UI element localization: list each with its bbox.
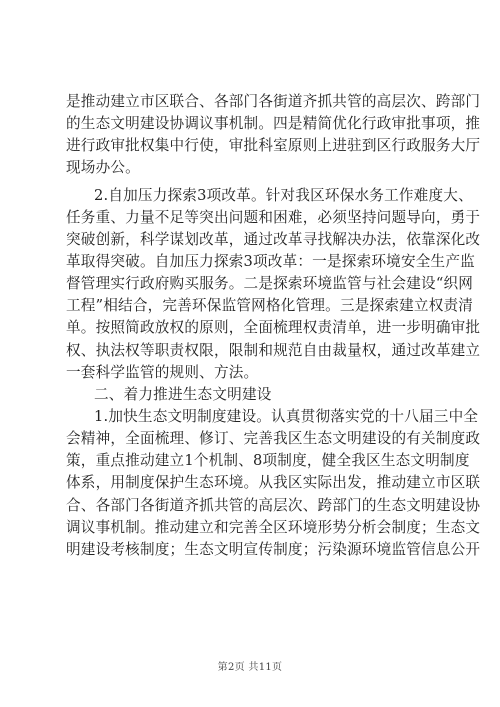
text-line: 策，重点推动建立1个机制、8项制度，健全我区生态文明制度 <box>66 452 470 470</box>
text-line: 体系，用制度保护生态环境。从我区实际出发，推动建立市区联 <box>66 474 481 492</box>
text-line: 突破创新，科学谋划改革，通过改革寻找解决办法，依靠深化改 <box>66 230 481 248</box>
text-line: 进行政审批权集中行使，审批科室原则上进驻到区行政服务大厅 <box>66 137 481 155</box>
text-line: 一套科学监管的规则、方法。 <box>66 363 259 381</box>
text-line: 的生态文明建设协调议事机制。四是精简优化行政审批事项，推 <box>66 115 481 133</box>
paragraph-start-line: 1.加快生态文明制度建设。认真贯彻落实党的十八届三中全 <box>94 407 479 425</box>
text-line: 任务重、力量不足等突出问题和困难，必须坚持问题导向，勇于 <box>66 208 481 226</box>
text-line: 调议事机制。推动建立和完善全区环境形势分析会制度；生态文 <box>66 518 481 536</box>
document-body <box>66 91 481 561</box>
text-line: 合、各部门各街道齐抓共管的高层次、跨部门的生态文明建设协 <box>66 496 481 514</box>
text-line: 是推动建立市区联合、各部门各街道齐抓共管的高层次、跨部门 <box>66 93 481 110</box>
section-heading: 二、着力推进生态文明建设 <box>94 385 272 403</box>
paragraph-start-line: 2.自加压力探索3项改革。针对我区环保水务工作难度大、 <box>94 186 473 204</box>
text-line: 革取得突破。自加压力探索3项改革：一是探索环境安全生产监 <box>66 252 475 270</box>
text-line: 明建设考核制度；生态文明宣传制度；污染源环境监管信息公开 <box>66 540 481 558</box>
text-line: 现场办公。 <box>66 159 140 177</box>
text-line: 督管理实行政府购买服务。二是探索环境监管与社会建设“织网 <box>66 275 474 293</box>
text-line: 会精神，全面梳理、修订、完善我区生态文明建设的有关制度政 <box>66 430 481 448</box>
text-line: 工程”相结合，完善环保监管网格化管理。三是探索建立权责清 <box>66 297 474 315</box>
text-line: 权、执法权等职责权限，限制和规范自由裁量权，通过改革建立 <box>66 341 481 359</box>
page-number-footer: 第2页 共11页 <box>217 662 283 673</box>
text-line: 单。按照简政放权的原则，全面梳理权责清单，进一步明确审批 <box>66 319 481 337</box>
